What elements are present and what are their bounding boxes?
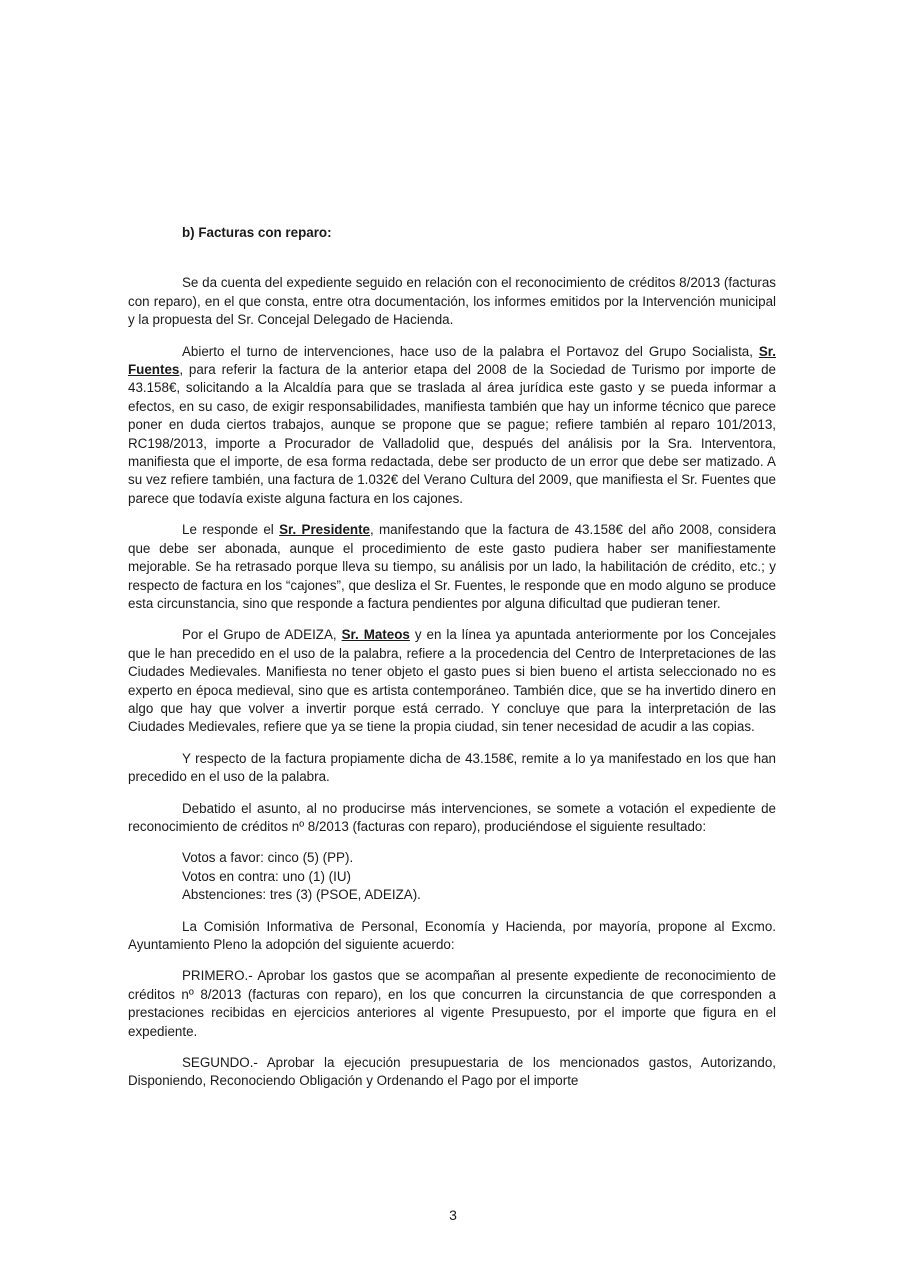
text-run: Y respecto de la factura propiamente dicha de 43.158€, remite a lo ya manifestado en los que han precedido en el uso de la palabra.: [128, 750, 776, 785]
votes-a-favor: Votos a favor: cinco (5) (PP).: [182, 850, 354, 866]
document-content: [128, 224, 776, 1091]
text-run: Se da cuenta del expediente seguido en relación con el reconocimiento de créditos 8/2013 (facturas con reparo), en el que consta, entre otra documentación, los informes emitidos por la Intervención municipal y la propuesta del Sr. Concejal Delegado de Hacienda.: [128, 275, 776, 328]
page-number: 3: [449, 1207, 457, 1223]
text-run: Abierto el turno de intervenciones, hace uso de la palabra el Portavoz del Grupo Socialista,: [182, 343, 759, 359]
text-run: , para referir la factura de la anterior etapa del 2008 de la Sociedad de Turismo por importe de 43.158€, solicitando a la Alcaldía para que se traslada al área jurídica este gasto y se pueda informar a efectos, en su caso, de exigir responsabilidades, manifiesta también que hay un informe técnico que parece poner en duda ciertos trabajos, aunque se propone que se pague; refiere también al reparo 101/2013, RC198/2013, importe a Procurador de Valladolid que, después del análisis por la Sra. Interventora, manifiesta que el importe, de esa forma redactada, debe ser producto de un error que debe ser matizado. A su vez refiere también, una factura de 1.032€ del Verano Cultura del 2009, que manifiesta el Sr. Fuentes que parece que todavía existe alguna factura en los cajones.: [128, 362, 776, 506]
section-heading: b) Facturas con reparo:: [182, 225, 332, 240]
paragraph-segundo: [128, 1054, 776, 1091]
speaker-name: Sr. Presidente: [279, 522, 370, 538]
paragraph-sr-mateos: [128, 626, 776, 736]
text-run: y en la línea ya apuntada anteriormente por los Concejales que le han precedido en el uso de la palabra, refiere a la procedencia del Centro de Interpretaciones de las Ciudades Medievales. Manifiesta no tener objeto el gasto pues si bien bueno el artista seleccionado no es experto en época medieval, sino que es artista contemporáneo. También dice, que se ha invertido dinero en algo que hay que volver a invertir porque está cerrado. Y concluye que para la interpretación de las Ciudades Medievales, refiere que ya se tiene la propia ciudad, sin tener necesidad de acudir a las copias.: [128, 627, 777, 735]
text-run: Por el Grupo de ADEIZA,: [182, 627, 342, 643]
paragraph-sr-presidente: [128, 521, 776, 613]
speaker-name: Sr. Mateos: [341, 627, 410, 643]
vote-results: [128, 849, 776, 904]
text-run: PRIMERO.- Aprobar los gastos que se acompañan al presente expediente de reconocimiento de créditos nº 8/2013 (facturas con reparo), en los que concurren la circunstancia de que corresponden a prestaciones recibidas en ejercicios anteriores al vigente Presupuesto, por el importe que figura en el expediente.: [128, 968, 776, 1039]
text-run: La Comisión Informativa de Personal, Economía y Hacienda, por mayoría, propone al Excmo. Ayuntamiento Pleno la adopción del siguiente acuerdo:: [128, 918, 776, 952]
paragraph-primero: [128, 967, 776, 1041]
text-run: SEGUNDO.- Aprobar la ejecución presupuestaria de los mencionados gastos, Autorizando, Disponiendo, Reconociendo Obligación y Ordenando el Pago por el importe: [128, 1055, 776, 1089]
text-run: Le responde el: [182, 522, 280, 538]
text-run: Debatido el asunto, al no producirse más intervenciones, se somete a votación el expediente de reconocimiento de créditos nº 8/2013 (facturas con reparo), produciéndose el siguiente resultado:: [128, 800, 776, 834]
paragraph-comision: [128, 918, 776, 955]
paragraph-votacion: [128, 800, 776, 837]
abstenciones: Abstenciones: tres (3) (PSOE, ADEIZA).: [182, 887, 421, 903]
votes-en-contra: Votos en contra: uno (1) (IU): [182, 868, 351, 884]
paragraph-factura-remision: [128, 750, 776, 787]
speaker-name: Sr. Fuentes: [128, 343, 776, 378]
text-run: , manifestando que la factura de 43.158€ del año 2008, considera que debe ser abonada, aunque el procedimiento de este gasto pudiera haber ser manifiestamente mejorable. Se ha retrasado porque lleva su tiempo, su análisis por un lado, la habilitación de crédito, etc.; y respecto de factura en los “cajones”, que desliza el Sr. Fuentes, le responde que en modo alguno se produce esta circunstancia, sino que responde a factura pendientes por alguna dificultad que pudieran tener.: [128, 522, 776, 611]
paragraph-sr-fuentes: [128, 343, 776, 509]
paragraph-expediente: [128, 274, 776, 329]
